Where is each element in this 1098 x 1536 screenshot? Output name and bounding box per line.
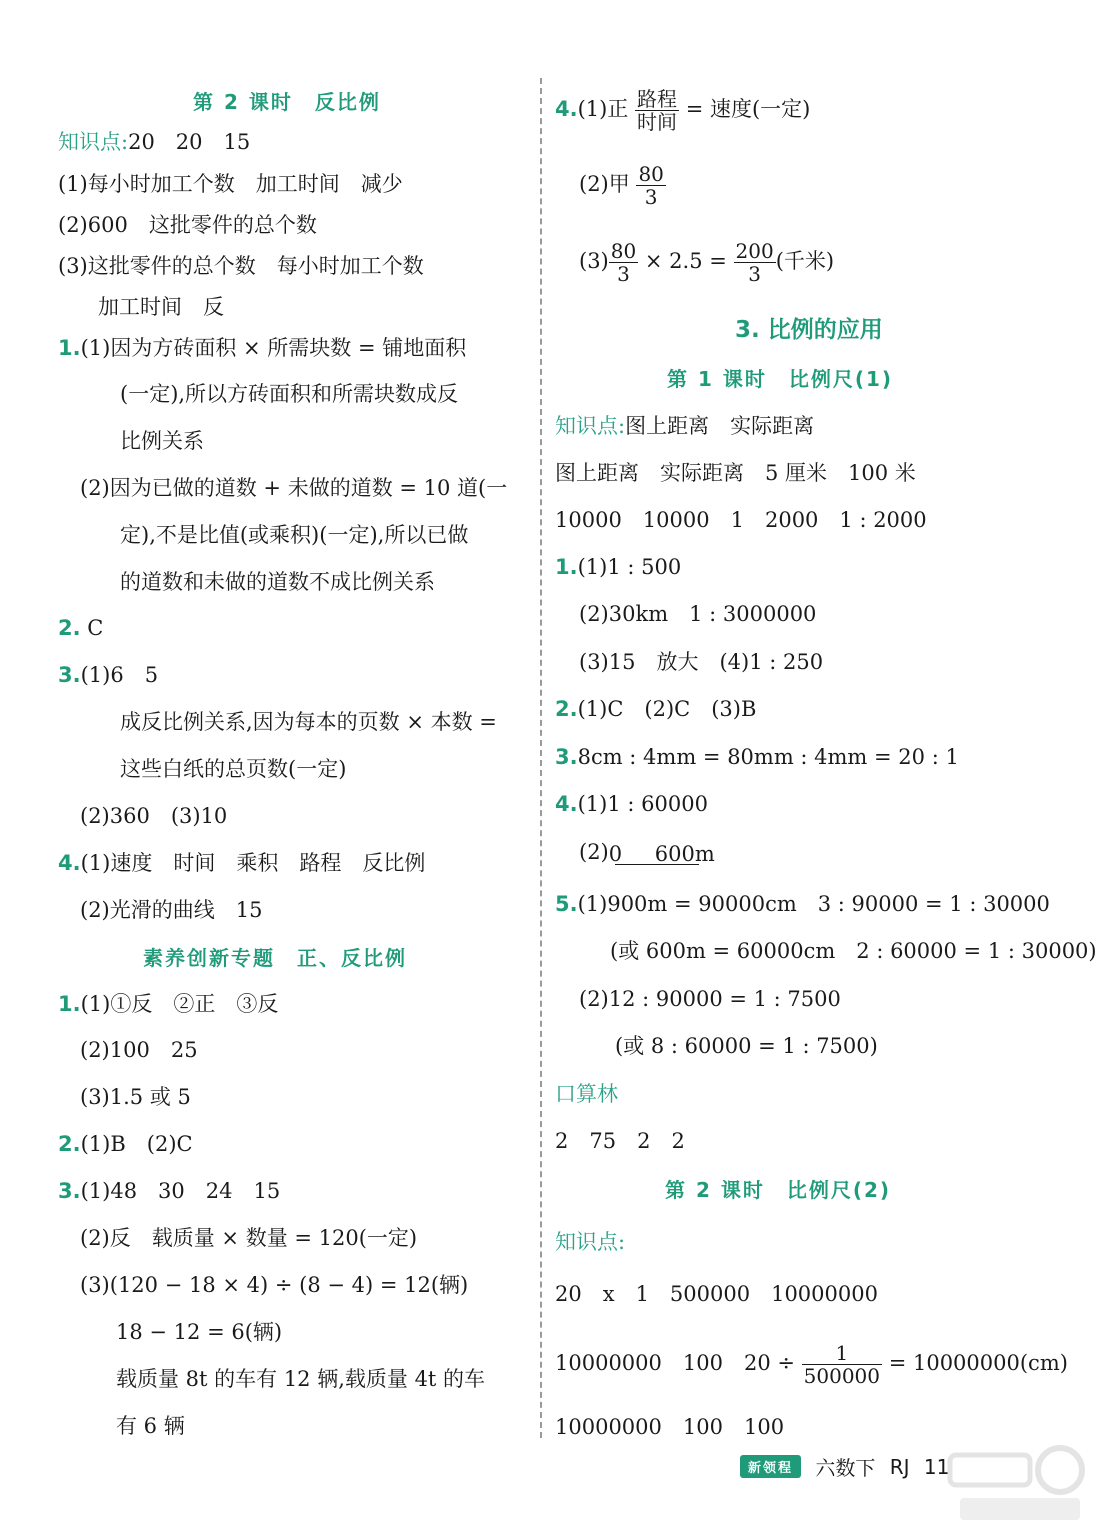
answer-line: 载质量 8t 的车有 12 辆,载质量 4t 的车 [116,1367,486,1391]
mental-math-label: 口算林 [555,1082,618,1106]
question-number: 1. [555,555,578,579]
question-number: 5. [555,892,578,916]
answer-text: (1)6 5 [80,663,159,687]
answer-line: 比例关系 [120,429,204,453]
brand-badge: 新领程 [740,1455,801,1478]
fraction: $\frac{80}{3}$ [610,239,637,286]
answer-line: (3)(120 − 18 × 4) ÷ (8 − 4) = 12(辆) [80,1273,469,1297]
knowledge-label: 知识点: [58,130,129,154]
page-number: 11 [923,1454,950,1479]
edition-label: RJ [889,1454,910,1479]
answer-line: 图上距离 实际距离 5 厘米 100 米 [555,461,916,485]
answer-line: 10000 10000 1 2000 1 : 2000 [555,508,927,532]
answer-line: (2)360 (3)10 [80,804,228,828]
fraction: $\frac{80}{3}$ [638,162,664,209]
section-heading: 3. 比例的应用 [735,317,883,343]
answer-text: (1)C (2)C (3)B [577,697,757,721]
line-scale: 0 600m [608,841,715,866]
knowledge-values: 图上距离 实际距离 [625,414,815,438]
answer-text: (1)①反 ②正 ③反 [80,992,279,1016]
answer-line: 10000000 100 100 [555,1415,785,1439]
answer-line: (2)30km 1 : 3000000 [579,602,817,626]
topic-question-3 [58,1177,280,1205]
subject-label: 六数下 [815,1456,876,1480]
answer-line: 18 − 12 = 6(辆) [116,1320,283,1344]
question-5 [555,890,1050,918]
answer-line: (2)甲 $\frac{80}{3}$ [579,162,664,209]
question-number: 3. [58,663,81,687]
scale-line: (2) 0 600m [579,838,719,868]
question-number: 3. [58,1179,81,1203]
answer-line: (3)1.5 或 5 [80,1085,191,1109]
lesson-title: 第 1 课时 比例尺(1) [667,367,894,391]
question-number: 2. [58,1132,81,1156]
answer-line: (3)这批零件的总个数 每小时加工个数 [58,254,424,278]
answer-line: (或 600m = 60000cm 2 : 60000 = 1 : 30000) [610,939,1097,963]
question-2 [58,614,103,642]
question-number: 1. [58,336,81,360]
answer-line: (1)每小时加工个数 加工时间 减少 [58,172,403,196]
answer-line: (2)因为已做的道数 + 未做的道数 = 10 道(一 [80,476,508,500]
answer-line: 成反比例关系,因为每本的页数 × 本数 = [120,710,497,734]
question-4-continued [555,88,810,133]
answer-line: 2 75 2 2 [555,1129,685,1153]
answer-text: (1)因为方砖面积 × 所需块数 = 铺地面积 [80,336,467,360]
scale-bar [615,864,699,865]
answer-line: 加工时间 反 [98,295,224,319]
question-1 [555,553,681,581]
answer-line: 20 x 1 500000 10000000 [555,1282,878,1306]
column-divider [540,78,542,1438]
topic-title: 素养创新专题 正、反比例 [143,946,407,970]
answer-line: 的道数和未做的道数不成比例关系 [120,570,435,594]
question-2 [555,695,756,723]
answer-text: (1)1 : 60000 [577,792,708,816]
knowledge-label: 知识点: [555,1230,626,1254]
knowledge-label: 知识点: [555,414,626,438]
page-footer [740,1452,949,1482]
knowledge-point [555,412,814,440]
answer-line: (2)反 载质量 × 数量 = 120(一定) [80,1226,418,1250]
question-number: 2. [58,616,81,640]
answer-text: (1)速度 时间 乘积 路程 反比例 [80,851,426,875]
answer-line: (3) $\frac{80}{3}$ × 2.5 = $\frac{200}{3}$ (千米) [579,239,835,286]
answer-line: 有 6 辆 [116,1414,185,1438]
answer-text: = 速度(一定) [685,97,811,121]
question-number: 1. [58,992,81,1016]
fraction: $\frac{1}{500000}$ [803,1341,881,1388]
answer-line: (或 8 : 60000 = 1 : 7500) [615,1034,878,1058]
answer-line: 10000000 100 20 ÷ $\frac{1}{500000}$ = 10000000(cm) [555,1341,1068,1388]
question-number: 4. [555,792,578,816]
answer-text: (1)正 [577,97,629,121]
answer-text: 8cm : 4mm = 80mm : 4mm = 20 : 1 [577,745,959,769]
question-3 [555,743,959,771]
question-number: 4. [555,97,578,121]
question-1 [58,334,466,362]
knowledge-values: 20 20 15 [128,130,251,154]
answer-text: (1)1 : 500 [577,555,682,579]
lesson-title: 第 2 课时 比例尺(2) [665,1178,892,1202]
answer-line: (一定),所以方砖面积和所需块数成反 [120,382,459,406]
topic-question-1 [58,990,278,1018]
fraction: $\frac{\text{路程}}{\text{时间}}$ [637,87,678,134]
answer-line: (2)600 这批零件的总个数 [58,213,317,237]
answer-line: (2)12 : 90000 = 1 : 7500 [579,987,841,1011]
knowledge-point [58,128,250,156]
question-number: 4. [58,851,81,875]
question-3 [58,661,158,689]
answer-text: (1)B (2)C [80,1132,193,1156]
question-4 [555,790,708,818]
watermark-logo [940,1440,1090,1530]
topic-question-2 [58,1130,193,1158]
answer-line: 定),不是比值(或乘积)(一定),所以已做 [120,523,469,547]
question-4 [58,849,425,877]
fraction: $\frac{200}{3}$ [735,239,774,286]
question-number: 2. [555,697,578,721]
answer-text: C [87,616,104,640]
answer-text: (1)48 30 24 15 [80,1179,281,1203]
answer-line: (2)100 25 [80,1038,198,1062]
answer-line: (2)光滑的曲线 15 [80,898,263,922]
lesson-title: 第 2 课时 反比例 [193,90,381,114]
answer-line: (3)15 放大 (4)1 : 250 [579,650,824,674]
answer-text: (1)900m = 90000cm 3 : 90000 = 1 : 30000 [577,892,1050,916]
question-number: 3. [555,745,578,769]
answer-line: 这些白纸的总页数(一定) [120,757,347,781]
